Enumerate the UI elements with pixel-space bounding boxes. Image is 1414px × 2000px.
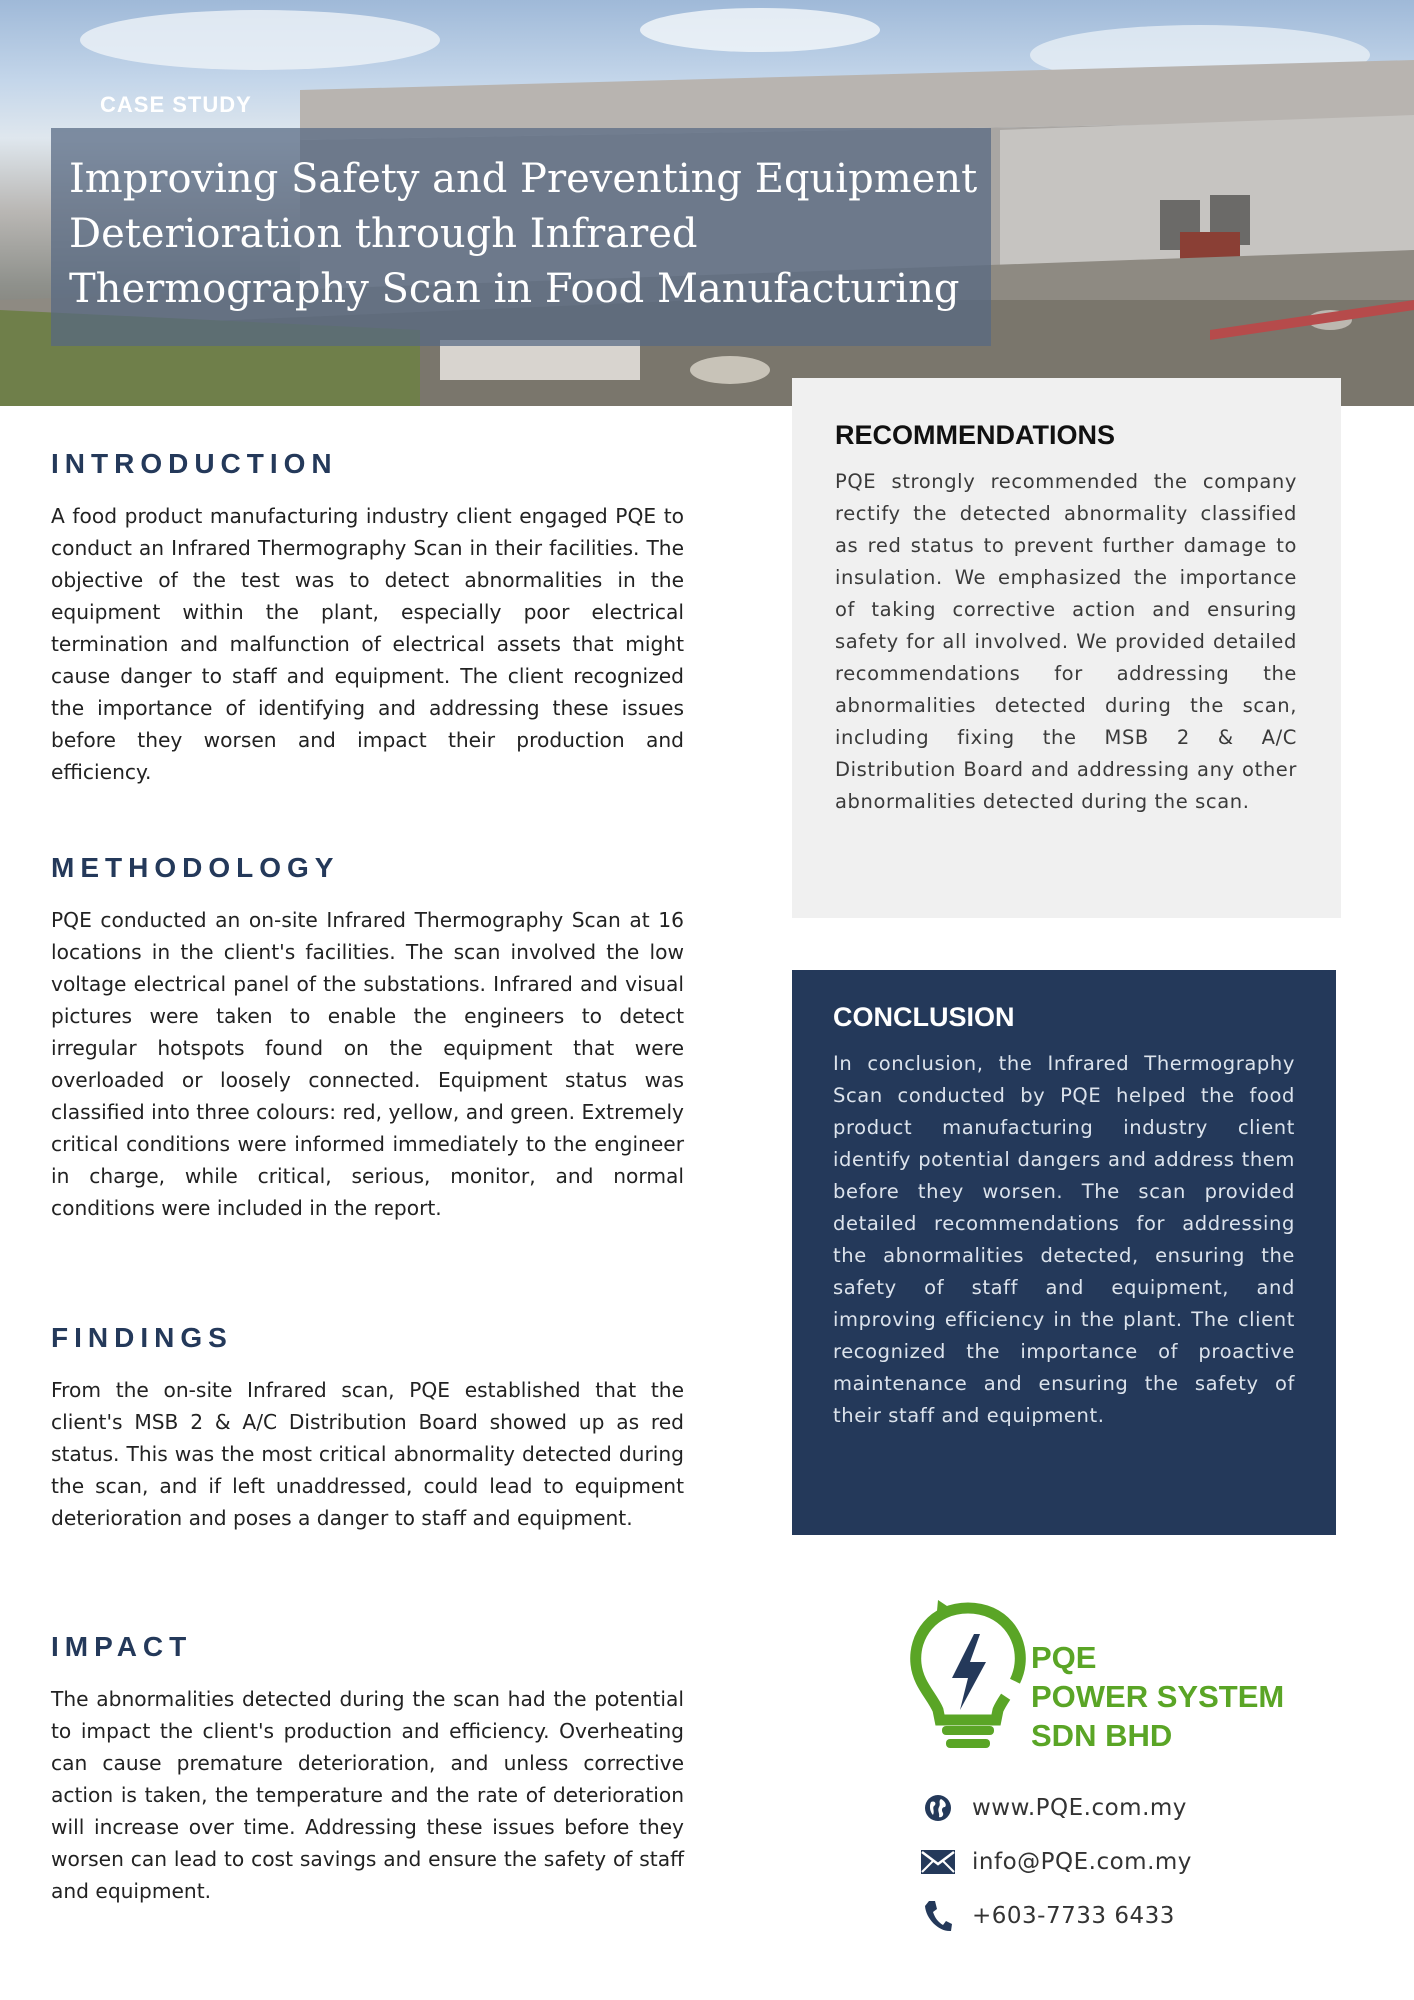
case-study-label: CASE STUDY <box>100 92 252 117</box>
conclusion-heading: CONCLUSION <box>833 1002 1015 1032</box>
company-name-line1: PQE <box>1031 1640 1097 1675</box>
contact-website[interactable] <box>918 1788 1187 1828</box>
methodology-heading: METHODOLOGY <box>51 852 340 883</box>
envelope-icon <box>918 1842 958 1882</box>
findings-body: From the on-site Infrared scan, PQE established that the client's MSB 2 & A/C Distribution Board showed up as red status. This was the most critical abnormality detected during the scan, and if left unaddressed, could lead to equipment deterioration and poses a danger to staff and equipment. <box>51 1378 684 1530</box>
email-text[interactable]: info@PQE.com.my <box>972 1849 1192 1875</box>
company-name <box>1031 1638 1284 1755</box>
company-name-line3: SDN BHD <box>1031 1718 1173 1753</box>
introduction-section <box>51 448 684 798</box>
methodology-body: PQE conducted an on-site Infrared Thermography Scan at 16 locations in the client's facilities. The scan involved the low voltage electrical panel of the substations. Infrared and visual pictures were taken to enable the engineers to detect irregular hotspots found on the equipment that were overloaded or loosely connected. Equipment status was classified into three colours: red, yellow, and green. Extremely critical conditions were informed immediately to the engineer in charge, while critical, serious, monitor, and normal conditions were included in the report. <box>51 908 684 1220</box>
contact-phone[interactable] <box>918 1896 1175 1936</box>
conclusion-panel <box>792 970 1336 1535</box>
recommendations-panel <box>792 378 1341 918</box>
phone-icon <box>918 1896 958 1936</box>
title-box <box>51 128 991 346</box>
impact-heading: IMPACT <box>51 1631 193 1662</box>
website-text[interactable]: www.PQE.com.my <box>972 1795 1187 1821</box>
company-name-line2: POWER SYSTEM <box>1031 1679 1285 1714</box>
impact-section <box>51 1631 684 1941</box>
hero-banner <box>0 0 1414 406</box>
globe-icon <box>918 1788 958 1828</box>
page-title: Improving Safety and Preventing Equipment Deterioration through Infrared Thermography Scan in Food Manufacturing <box>69 156 978 312</box>
pqe-bulb-logo-icon <box>908 1598 1028 1758</box>
impact-body: The abnormalities detected during the scan had the potential to impact the client's production and efficiency. Overheating can cause premature deterioration, and unless corrective action is taken, the temperature and the rate of deterioration will increase over time. Addressing these issues before they worsen can lead to cost savings and ensure the safety of staff and equipment. <box>51 1687 684 1903</box>
findings-heading: FINDINGS <box>51 1322 233 1353</box>
conclusion-body: In conclusion, the Infrared Thermography Scan conducted by PQE helped the food product manufacturing industry client identify potential dangers and address them before they worsen. The scan provided detailed recommendations for addressing the abnormalities detected, ensuring the safety of staff and equipment, and improving efficiency in the plant. The client recognized the importance of proactive maintenance and ensuring the safety of their staff and equipment. <box>833 1052 1295 1427</box>
introduction-heading: INTRODUCTION <box>51 448 338 479</box>
findings-section <box>51 1322 684 1572</box>
recommendations-body: PQE strongly recommended the company rectify the detected abnormality classified as red status to prevent further damage to insulation. We emphasized the importance of taking corrective action and ensuring safety for all involved. We provided detailed recommendations for addressing the abnormalities detected during the scan, including fixing the MSB 2 & A/C Distribution Board and addressing any other abnormalities detected during the scan. <box>835 470 1297 813</box>
recommendations-heading: RECOMMENDATIONS <box>835 420 1115 450</box>
phone-text[interactable]: +603-7733 6433 <box>972 1903 1175 1929</box>
contact-email[interactable] <box>918 1842 1192 1882</box>
methodology-section <box>51 852 684 1272</box>
introduction-body: A food product manufacturing industry client engaged PQE to conduct an Infrared Thermography Scan in their facilities. The objective of the test was to detect abnormalities in the equipment within the plant, especially poor electrical termination and malfunction of electrical assets that might cause danger to staff and equipment. The client recognized the importance of identifying and addressing these issues before they worsen and impact their production and efficiency. <box>51 504 684 784</box>
